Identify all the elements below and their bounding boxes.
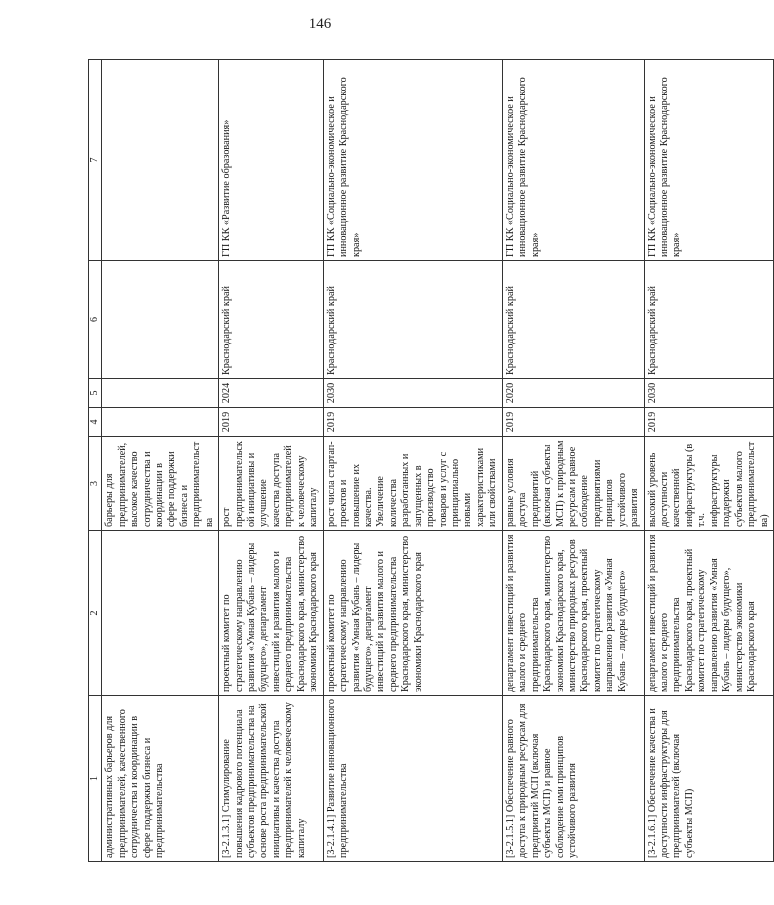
measure-name: [3-2.1.3.1] Стимулирование повышения кадрового потенциала субъектов предпринимательства на основе роста предпринимательской инициативы и качества доступа предпринимателей к человеческому капиталу [219, 696, 324, 862]
end-year: 2030 [644, 379, 773, 408]
program: ГП КК «Социально-экономическое и инновационное развитие Краснодарского края» [502, 60, 644, 261]
responsible: департамент инвестиций и развития малого и среднего предпринимательства Краснодарского края, проектный комитет по стратегическому направлению развития «Умная Кубань – лидеры будущего», министерство экономики Краснодарского края [644, 531, 773, 696]
column-number-4: 4 [89, 408, 102, 437]
column-number-7: 7 [89, 60, 102, 261]
expected-result: барьеры для предпринимателей, высокое качество сотрудничества и координации в сфере поддержки бизнеса и предпринимательства [102, 437, 219, 531]
expected-result: рост предпринимательской инициативы и улучшение качества доступа предпринимателей к человеческому капиталу [219, 437, 324, 531]
program [102, 60, 219, 261]
end-year [102, 379, 219, 408]
table-row [644, 60, 773, 862]
measure-name: [3-2.1.4.1] Развитие инновационного предпринимательства [323, 696, 502, 862]
responsible [102, 531, 219, 696]
table-row [102, 60, 219, 862]
column-number-3: 3 [89, 437, 102, 531]
territory [102, 261, 219, 379]
territory: Краснодарский край [644, 261, 773, 379]
measure-name: [3-2.1.6.1] Обеспечение качества и доступности инфраструктуры для предпринимателей (включая субъекты МСП) [644, 696, 773, 862]
measure-name: административных барьеров для предпринимателей, качественного сотрудничества и координации в сфере поддержки бизнеса и предпринимательства [102, 696, 219, 862]
start-year: 2019 [502, 408, 644, 437]
responsible: проектный комитет по стратегическому направлению развития «Умная Кубань – лидеры будущего», департамент инвестиций и развития малого и среднего предпринимательства Краснодарского края, министерство экономики Краснодарского края [219, 531, 324, 696]
column-number-1: 1 [89, 696, 102, 862]
expected-result: высокий уровень доступности качественной инфраструктуры (в т.ч. инфраструктуры поддержки субъектов малого предпринимательства) [644, 437, 773, 531]
territory: Краснодарский край [323, 261, 502, 379]
start-year: 2019 [323, 408, 502, 437]
territory: Краснодарский край [502, 261, 644, 379]
start-year: 2019 [644, 408, 773, 437]
end-year: 2030 [323, 379, 502, 408]
rotated-table-container [88, 60, 770, 862]
program: ГП КК «Социально-экономическое и инновационное развитие Краснодарского края» [323, 60, 502, 261]
end-year: 2024 [219, 379, 324, 408]
start-year: 2019 [219, 408, 324, 437]
start-year [102, 408, 219, 437]
program: ГП КК «Развитие образования» [219, 60, 324, 261]
table-row [502, 60, 644, 862]
table-row [219, 60, 324, 862]
expected-result: рост числа стартап-проектов и повышение их качества. Увеличение количества разработанных и запущенных в производство товаров и услуг с принципиально новыми характеристиками или свойствами [323, 437, 502, 531]
expected-result: равные условия доступа предприятий (включая субъекты МСП) к природным ресурсам и равное соблюдение предприятиями принципов устойчивого развития [502, 437, 644, 531]
column-number-6: 6 [89, 261, 102, 379]
table-header-row [89, 60, 102, 862]
column-number-2: 2 [89, 531, 102, 696]
measures-table [88, 59, 774, 862]
column-number-5: 5 [89, 379, 102, 408]
territory: Краснодарский край [219, 261, 324, 379]
page-number: 146 [308, 16, 332, 32]
end-year: 2020 [502, 379, 644, 408]
responsible: департамент инвестиций и развития малого и среднего предпринимательства Краснодарского края, министерство экономики Краснодарского края, министерство природных ресурсов Краснодарского края, проектный комитет по стратегическому направлению развития «Умная Кубань – лидеры будущего» [502, 531, 644, 696]
program: ГП КК «Социально-экономическое и инновационное развитие Краснодарского края» [644, 60, 773, 261]
measure-name: [3-2.1.5.1] Обеспечение равного доступа к природным ресурсам для предприятий МСП (включая субъекты МСП) и равное соблюдение ими принципов устойчивого развития [502, 696, 644, 862]
table-row [323, 60, 502, 862]
responsible: проектный комитет по стратегическому направлению развития «Умная Кубань – лидеры будущего», департамент инвестиций и развития малого и среднего предпринимательства Краснодарского края, министерство экономики Краснодарского края [323, 531, 502, 696]
